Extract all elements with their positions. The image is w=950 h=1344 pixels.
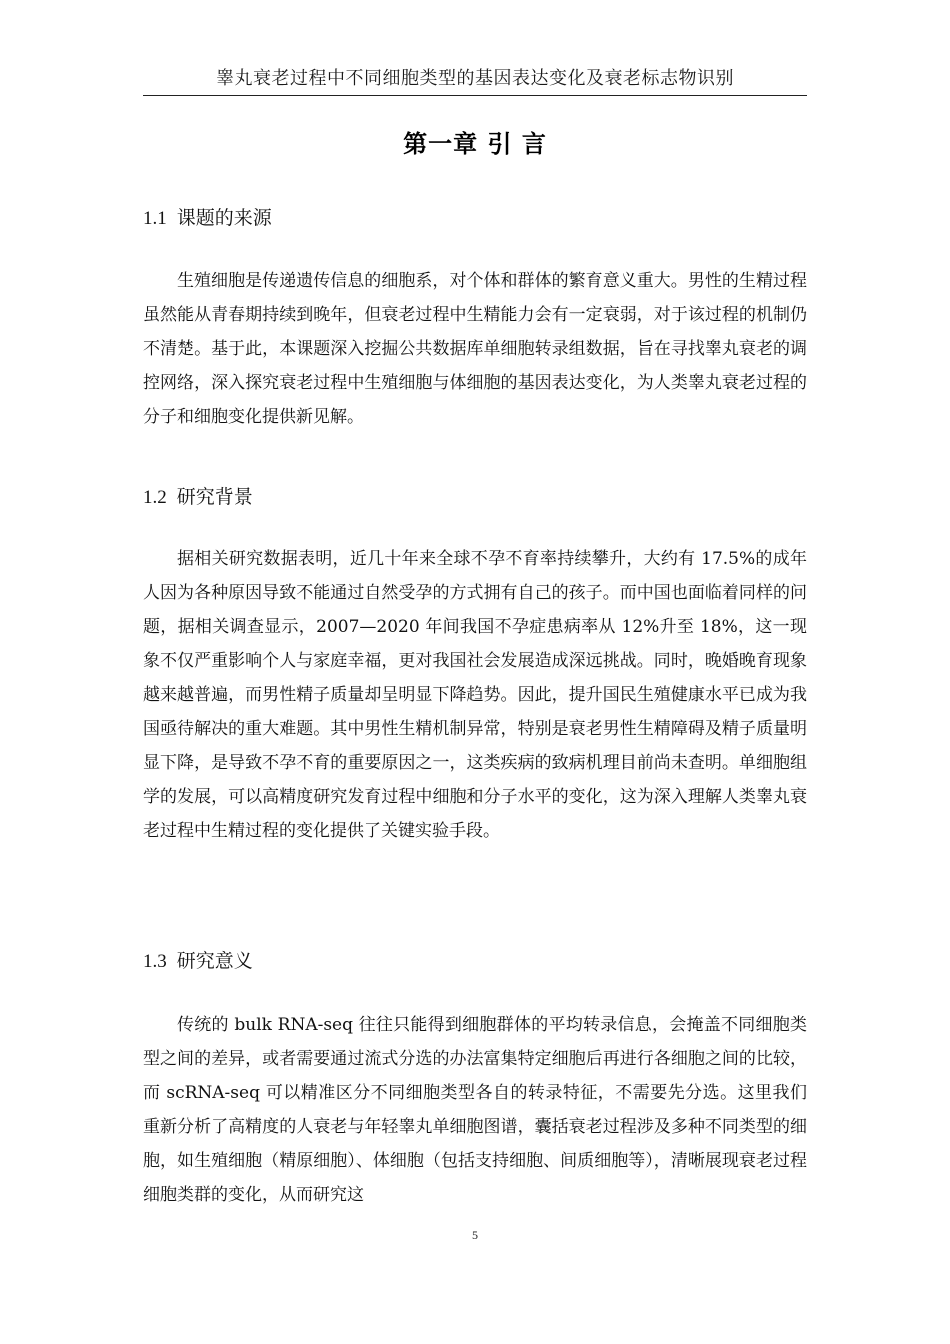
page-number: 5	[472, 1228, 478, 1242]
chapter-title: 第一章 引 言	[403, 130, 547, 158]
section-number: 1.3	[143, 951, 167, 972]
section-number: 1.1	[143, 208, 167, 229]
header-divider	[143, 95, 807, 96]
paragraph-research-background: 据相关研究数据表明，近几十年来全球不孕不育率持续攀升，大约有 17.5%的成年人因为各种原因导致不能通过自然受孕的方式拥有自己的孩子。而中国也面临着同样的问题，据相关调查显示，2007—2020 年间我国不孕症患病率从 12%升至 18%，这一现象不仅严重影响个人与家庭幸福，更对我国社会发展造成深远挑战。同时，晚婚晚育现象越来越普遍，而男性精子质量却呈明显下降趋势。因此，提升国民生殖健康水平已成为我国亟待解决的重大难题。其中男性生精机制异常，特别是衰老男性生精障碍及精子质量明显下降，是导致不孕不育的重要原因之一，这类疾病的致病机理目前尚未查明。单细胞组学的发展，可以高精度研究发育过程中细胞和分子水平的变化，这为深入理解人类睾丸衰老过程中生精过程的变化提供了关键实验手段。	[143, 549, 807, 841]
section-heading-1-2	[143, 482, 253, 509]
section-number: 1.2	[143, 487, 167, 508]
section-title: 研究意义	[176, 950, 253, 972]
paragraph-research-significance: 传统的 bulk RNA-seq 往往只能得到细胞群体的平均转录信息，会掩盖不同细胞类型之间的差异，或者需要通过流式分选的办法富集特定细胞后再进行各细胞之间的比较，而 scRNA-seq 可以精准区分不同细胞类型各自的转录特征，不需要先分选。这里我们重新分析了高精度的人衰老与年轻睾丸单细胞图谱，囊括衰老过程涉及多种不同类型的细胞，如生殖细胞（精原细胞）、体细胞（包括支持细胞、间质细胞等），清晰展现衰老过程细胞类群的变化，从而研究这	[143, 1015, 807, 1205]
section-heading-1-1	[143, 203, 272, 230]
paragraph-topic-source: 生殖细胞是传递遗传信息的细胞系，对个体和群体的繁育意义重大。男性的生精过程虽然能从青春期持续到晚年，但衰老过程中生精能力会有一定衰弱，对于该过程的机制仍不清楚。基于此，本课题深入挖掘公共数据库单细胞转录组数据，旨在寻找睾丸衰老的调控网络，深入探究衰老过程中生殖细胞与体细胞的基因表达变化，为人类睾丸衰老过程的分子和细胞变化提供新见解。	[143, 271, 807, 427]
section-title: 课题的来源	[176, 207, 272, 229]
section-heading-1-3	[143, 946, 253, 973]
running-header: 睾丸衰老过程中不同细胞类型的基因表达变化及衰老标志物识别	[216, 68, 734, 89]
section-title: 研究背景	[176, 486, 253, 508]
